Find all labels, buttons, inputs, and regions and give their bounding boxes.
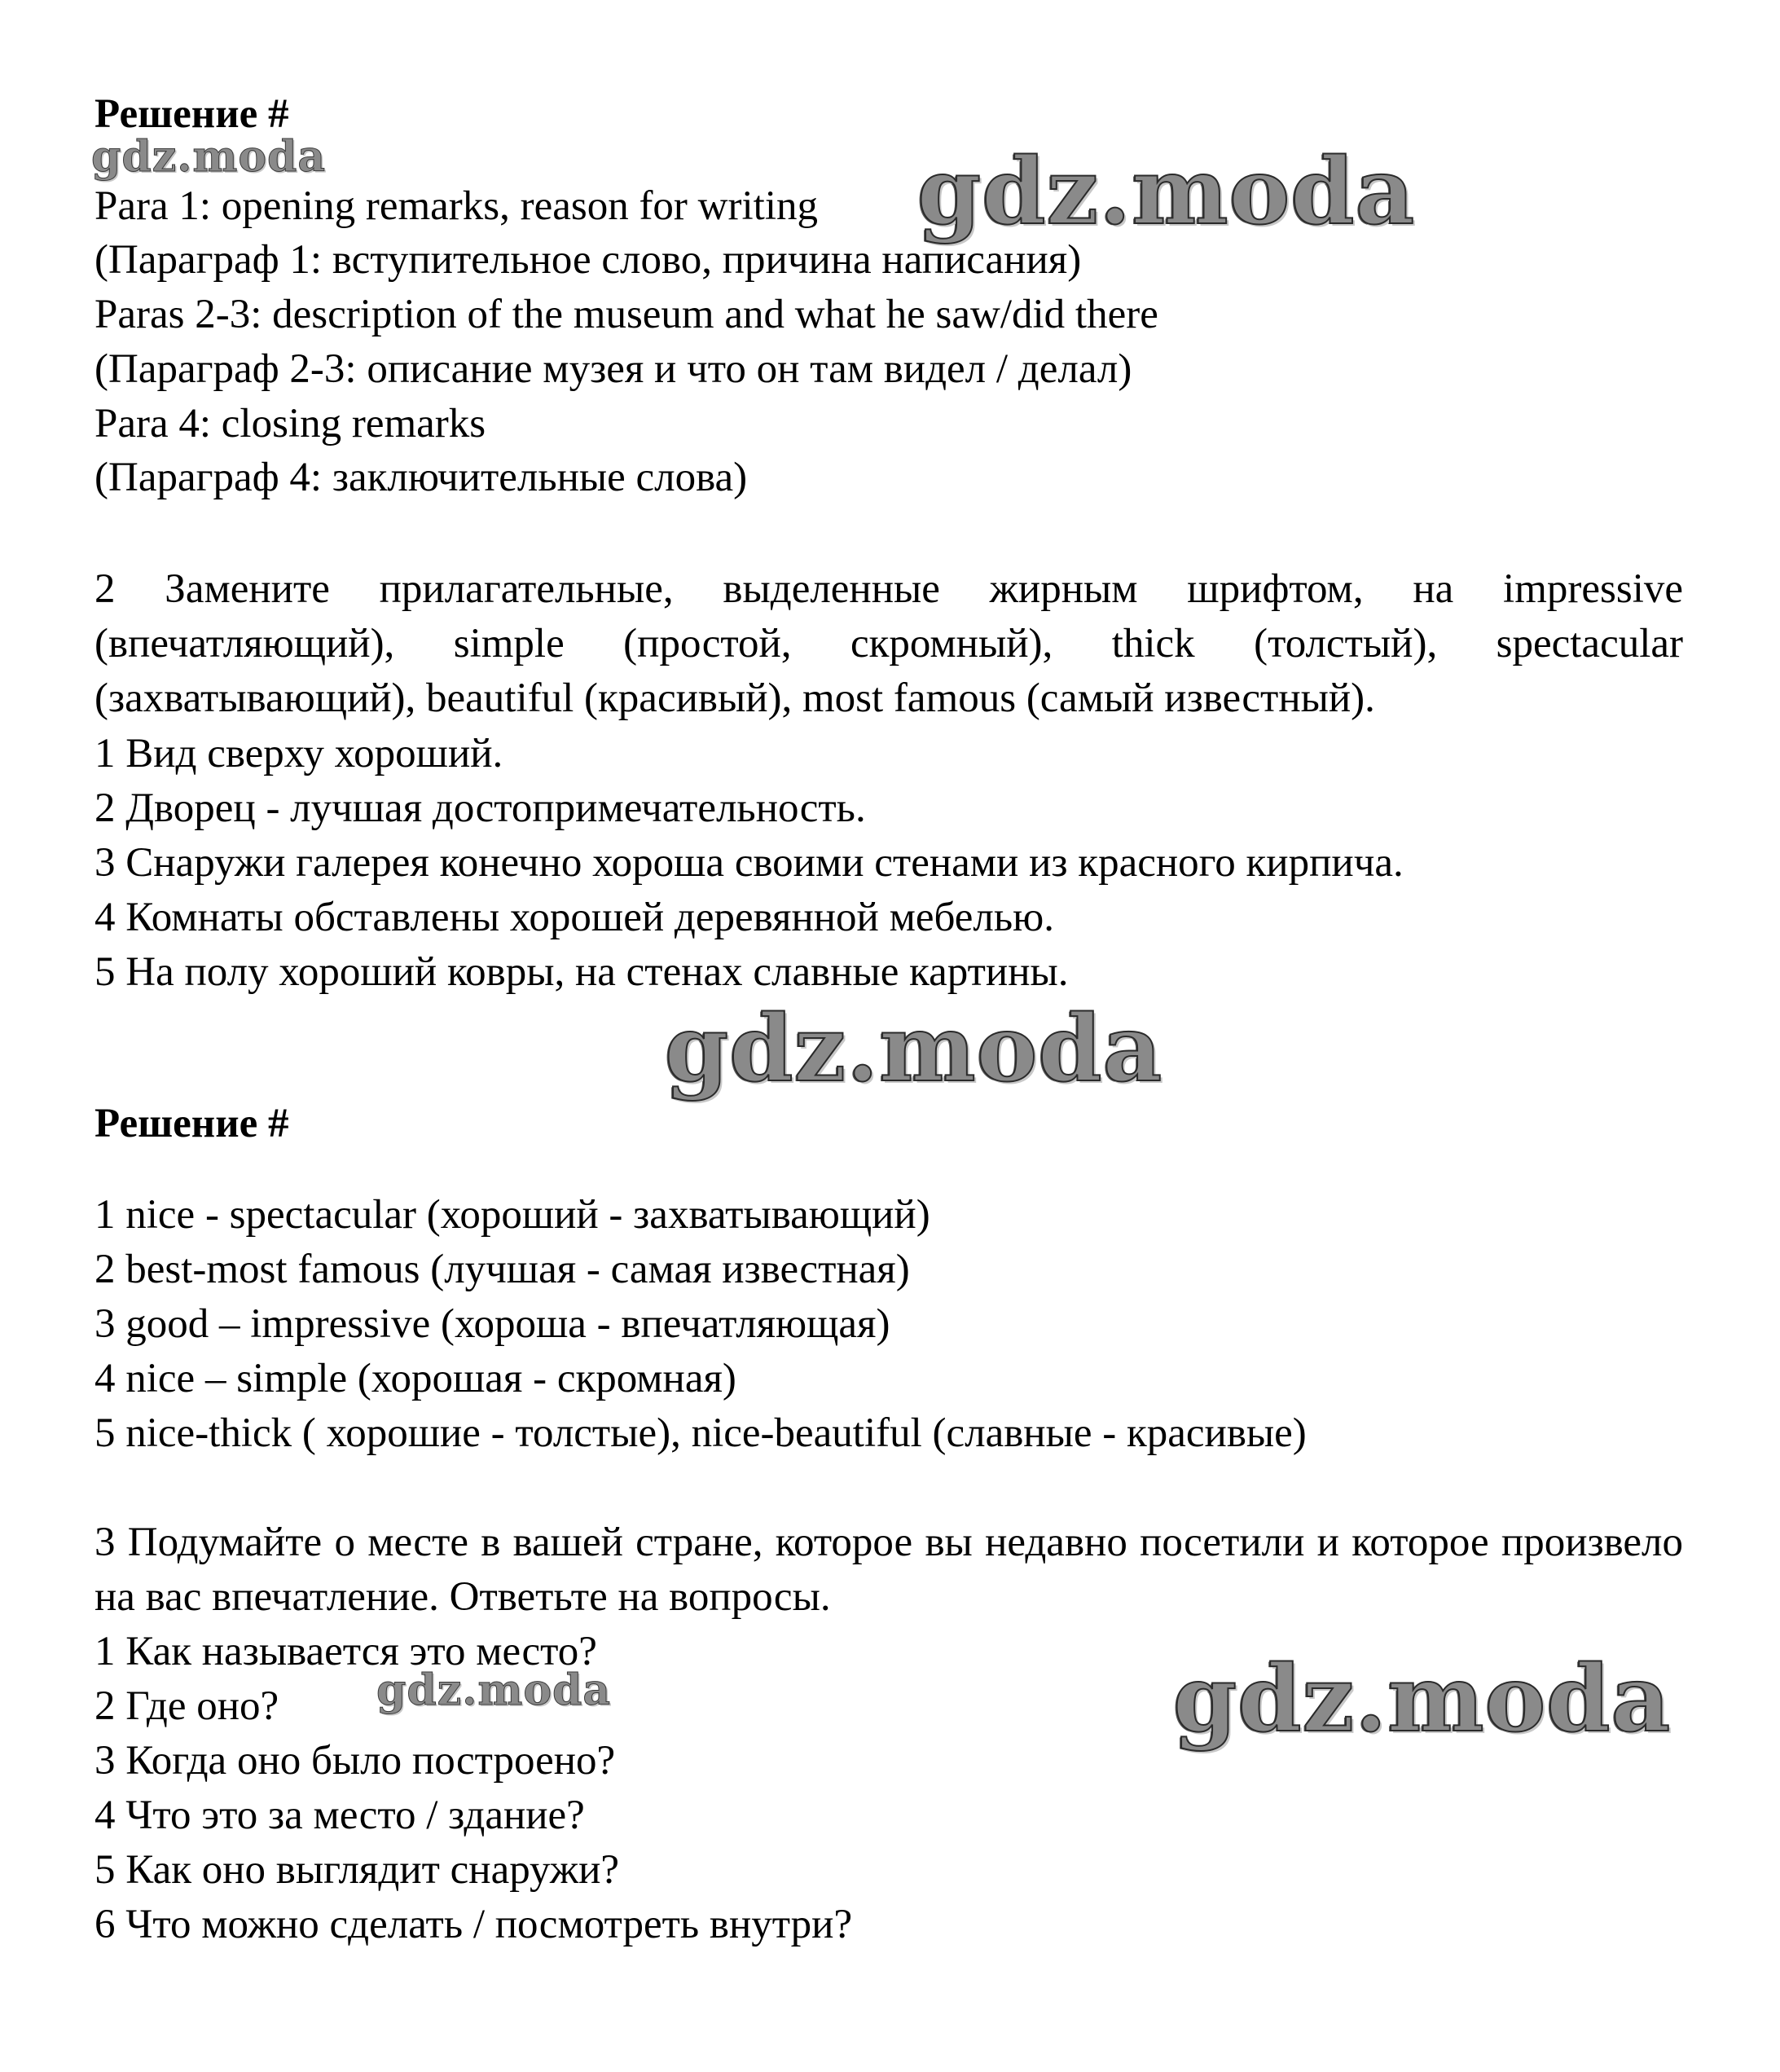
section1-line: Para 4: closing remarks — [94, 401, 486, 447]
watermark-logo: gdz.moda — [1173, 1646, 1672, 1753]
section2-line: 4 nice – simple (хорошая - скромная) — [94, 1356, 736, 1401]
section1-line: (Параграф 2-3: описание музея и что он там видел / делал) — [94, 346, 1132, 392]
task2-item: 1 Вид сверху хороший. — [94, 731, 503, 776]
task3-item: 4 Что это за место / здание? — [94, 1793, 585, 1838]
watermark-logo: gdz.moda — [665, 996, 1163, 1102]
task3-item: 1 Как называется это место? — [94, 1629, 597, 1674]
section2-line: 2 best-most famous (лучшая - самая известная) — [94, 1247, 910, 1292]
section2-line: 1 nice - spectacular (хороший - захватывающий) — [94, 1192, 930, 1238]
task3-instruction: 3 Подумайте о месте в вашей стране, которое вы недавно посетили и которое произвело на вас впечатление. Ответьте на вопросы. — [94, 1520, 1683, 1620]
task2-instruction: 2 Замените прилагательные, выделенные жирным шрифтом, на impressive (впечатляющий), simple (простой, скромный), thick (толстый), spectacular (захватывающий), beautiful (красивый), most famous (самый известный). — [94, 566, 1683, 721]
section1-line: Paras 2-3: description of the museum and what he saw/did there — [94, 292, 1158, 337]
task2-item: 3 Снаружи галерея конечно хороша своими стенами из красного кирпича. — [94, 840, 1404, 886]
task2-item: 4 Комнаты обставлены хорошей деревянной мебелью. — [94, 895, 1054, 940]
watermark-logo: gdz.moda — [91, 132, 327, 182]
task2-item: 2 Дворец - лучшая достопримечательность. — [94, 785, 866, 831]
watermark-logo: gdz.moda — [917, 139, 1416, 245]
task2-item: 5 На полу хороший ковры, на стенах славные картины. — [94, 949, 1069, 995]
section1-line: (Параграф 1: вступительное слово, причина написания) — [94, 237, 1082, 283]
task3-item: 5 Как оно выглядит снаружи? — [94, 1847, 620, 1893]
task3-item: 3 Когда оно было построено? — [94, 1738, 616, 1784]
section1-line: (Параграф 4: заключительные слова) — [94, 455, 748, 500]
section2-heading: Решение # — [94, 1101, 289, 1146]
watermark-logo: gdz.moda — [376, 1665, 612, 1715]
section1-heading: Решение # — [94, 91, 289, 137]
section2-line: 3 good – impressive (хороша - впечатляющая) — [94, 1301, 890, 1347]
task3-item: 6 Что можно сделать / посмотреть внутри? — [94, 1902, 853, 1947]
section2-line: 5 nice-thick ( хорошие - толстые), nice-beautiful (славные - красивые) — [94, 1410, 1307, 1456]
task3-item: 2 Где оно? — [94, 1683, 279, 1729]
section1-line: Para 1: opening remarks, reason for writing — [94, 183, 818, 229]
